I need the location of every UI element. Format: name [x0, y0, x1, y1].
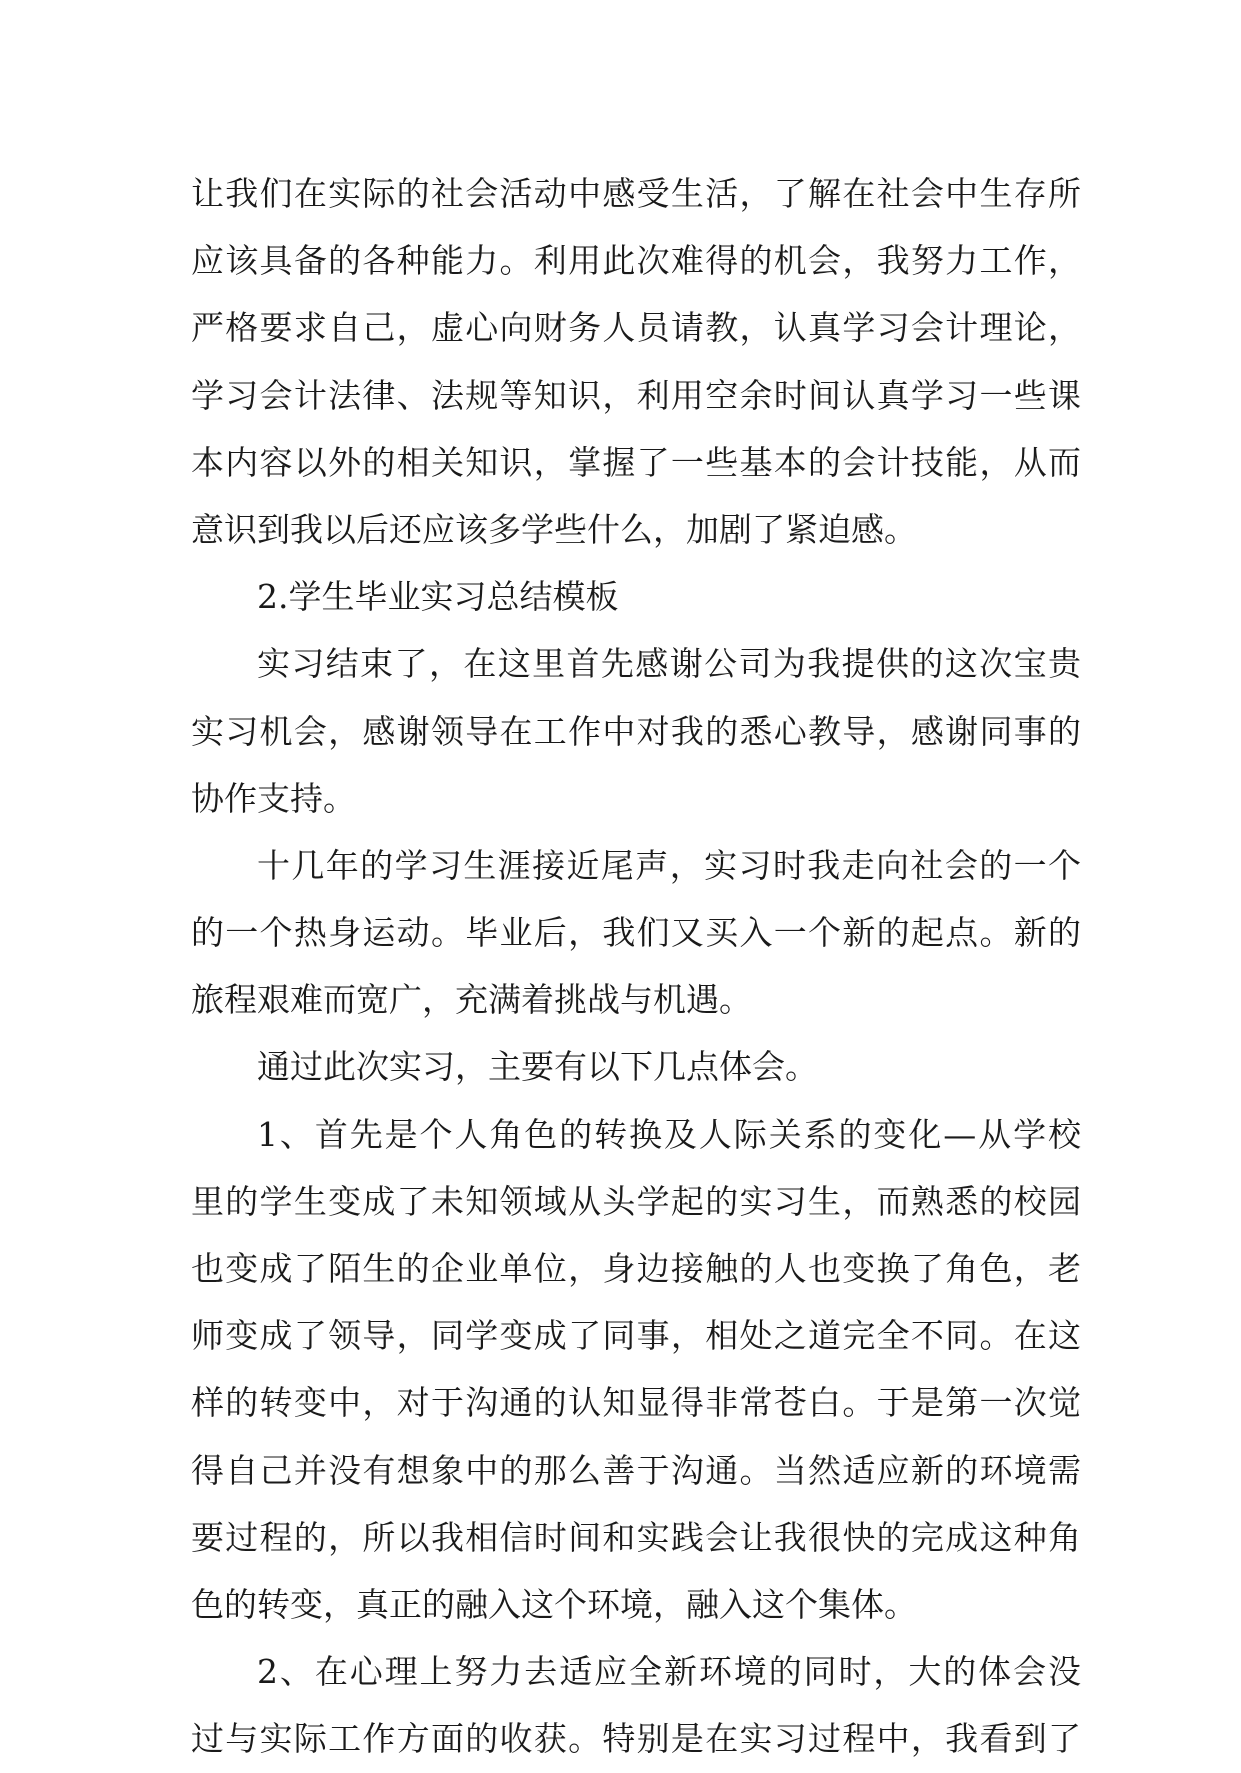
paragraph-end-line: 通过此次实习，主要有以下几点体会。 [257, 1047, 818, 1087]
text-line: 里的学生变成了未知领域从头学起的实习生，而熟悉的校园 [191, 1181, 1081, 1221]
text-line: 师变成了领导，同学变成了同事，相处之道完全不同。在这 [191, 1316, 1081, 1356]
text-line: 过与实际工作方面的收获。特别是在实习过程中，我看到了 [191, 1719, 1081, 1759]
text-line: 应该具备的各种能力。利用此次难得的机会，我努力工作， [191, 241, 1081, 281]
paragraph-end-line: 意识到我以后还应该多学些什么，加剧了紧迫感。 [191, 509, 917, 549]
text-line: 严格要求自己，虚心向财务人员请教，认真学习会计理论， [191, 308, 1081, 348]
paragraph-end-line: 色的转变，真正的融入这个环境，融入这个集体。 [191, 1584, 917, 1624]
text-line: 得自己并没有想象中的那么善于沟通。当然适应新的环境需 [191, 1450, 1081, 1490]
paragraph-end-line: 旅程艰难而宽广，充满着挑战与机遇。 [191, 980, 752, 1020]
paragraph-end-line: 协作支持。 [191, 778, 356, 818]
text-line: 实习结束了，在这里首先感谢公司为我提供的这次宝贵 [257, 644, 1081, 684]
text-line: 的一个热身运动。毕业后，我们又买入一个新的起点。新的 [191, 913, 1081, 953]
text-line: 十几年的学习生涯接近尾声，实习时我走向社会的一个 [257, 845, 1081, 885]
text-line: 2、在心理上努力去适应全新环境的同时，大的体会没 [257, 1652, 1081, 1692]
text-line: 1、首先是个人角色的转换及人际关系的变化—从学校 [257, 1114, 1081, 1154]
document-body [191, 160, 1081, 1773]
paragraph-end-line: 2.学生毕业实习总结模板 [257, 577, 619, 617]
text-line: 要过程的，所以我相信时间和实践会让我很快的完成这种角 [191, 1517, 1081, 1557]
text-line: 样的转变中，对于沟通的认知显得非常苍白。于是第一次觉 [191, 1383, 1081, 1423]
text-line: 让我们在实际的社会活动中感受生活，了解在社会中生存所 [191, 174, 1081, 213]
text-line: 实习机会，感谢领导在工作中对我的悉心教导，感谢同事的 [191, 711, 1081, 751]
text-line: 也变成了陌生的企业单位，身边接触的人也变换了角色，老 [191, 1249, 1081, 1288]
text-line: 本内容以外的相关知识，掌握了一些基本的会计技能，从而 [191, 442, 1081, 482]
text-line: 学习会计法律、法规等知识，利用空余时间认真学习一些课 [191, 375, 1081, 415]
